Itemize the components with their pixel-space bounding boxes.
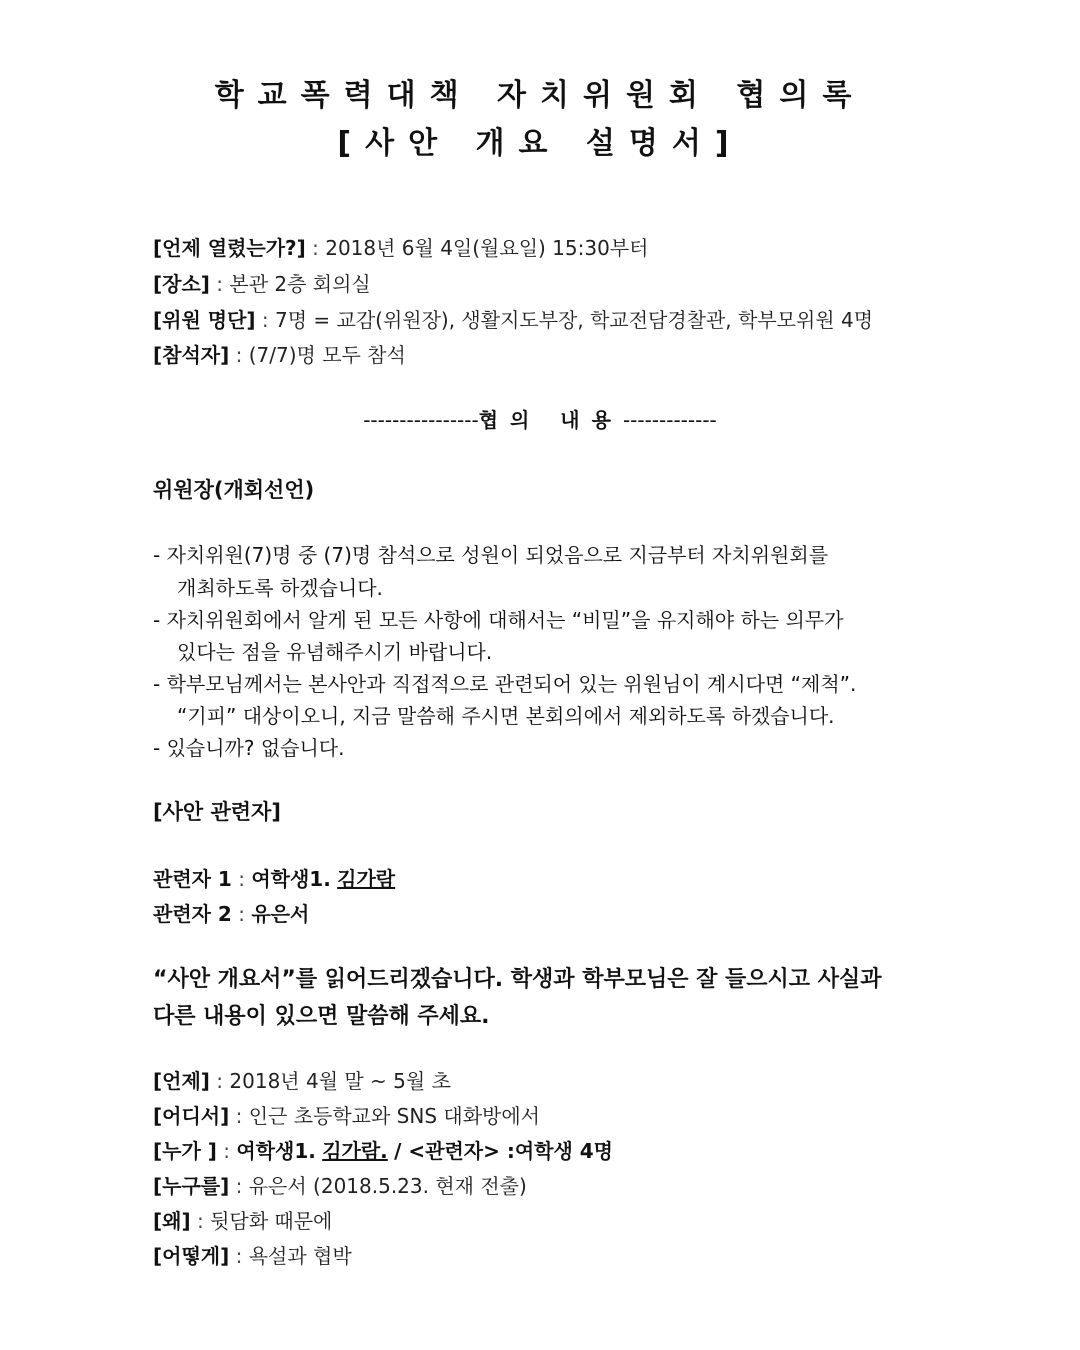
incident-how-label: [어떻게]: [153, 1244, 230, 1268]
chair-heading: 위원장(개회선언): [153, 478, 315, 502]
incident-where-value: 인근 초등학교와 SNS 대화방에서: [248, 1104, 540, 1128]
document-subtitle: [사안 개요 설명서]: [337, 126, 743, 161]
meeting-attendees-label: [참석자]: [153, 343, 230, 367]
separator: :: [235, 1104, 243, 1128]
meeting-when-value: 2018년 6월 4일(월요일) 15:30부터: [325, 236, 649, 260]
meeting-place-value: 본관 2층 회의실: [229, 272, 371, 296]
separator: :: [235, 1174, 243, 1198]
incident-where-row: [153, 1100, 540, 1129]
incident-who-row: [153, 1135, 613, 1164]
incident-how-value: 욕설과 협박: [248, 1244, 352, 1268]
incident-whom-label: [누구를]: [153, 1174, 230, 1198]
chair-line: - 있습니까? 없습니다.: [153, 736, 345, 760]
incident-why-row: [153, 1205, 332, 1234]
meeting-when-label: [언제 열렸는가?]: [153, 236, 306, 260]
incident-who-label: [누가 ]: [153, 1139, 217, 1163]
announcement-line-2: 다른 내용이 있으면 말씀해 주세요.: [153, 1004, 490, 1029]
meeting-place-row: [153, 268, 371, 297]
separator: :: [312, 236, 319, 260]
separator: :: [216, 1069, 224, 1093]
incident-who-name: 김가람.: [322, 1139, 388, 1163]
parties-heading: [사안 관련자]: [153, 800, 281, 824]
separator: :: [216, 272, 224, 296]
party-2-row: [153, 898, 309, 927]
separator: :: [223, 1139, 230, 1163]
separator: :: [196, 1209, 204, 1233]
chair-line: - 자치위원(7)명 중 (7)명 참석으로 성원이 되었음으로 지금부터 자치위원회를: [153, 543, 829, 567]
section-divider: [0, 404, 1080, 433]
document-title: 학교폭력대책 자치위원회 협의록: [214, 78, 866, 113]
separator: :: [238, 867, 245, 891]
incident-why-label: [왜]: [153, 1209, 191, 1233]
incident-who-prefix: 여학생1.: [236, 1139, 316, 1163]
meeting-attendees-row: [153, 339, 406, 368]
meeting-place-label: [장소]: [153, 272, 210, 296]
incident-when-row: [153, 1065, 451, 1094]
meeting-members-row: [153, 304, 873, 333]
incident-where-label: [어디서]: [153, 1104, 230, 1128]
separator: :: [238, 902, 245, 926]
divider-dashes-left: ----------------: [363, 408, 479, 432]
party-2-name: 유은서: [251, 902, 310, 926]
chair-line: “기피” 대상이오니, 지금 말씀해 주시면 본회의에서 제외하도록 하겠습니다.: [177, 704, 835, 728]
chair-line: 있다는 점을 유념해주시기 바랍니다.: [177, 640, 493, 664]
meeting-attendees-value: (7/7)명 모두 참석: [248, 343, 406, 367]
divider-heading: 협의 내용: [478, 408, 623, 432]
incident-when-value: 2018년 4월 말 ~ 5월 초: [229, 1069, 451, 1093]
separator: :: [235, 1244, 243, 1268]
divider-dashes-right: -------------: [622, 408, 717, 432]
incident-why-value: 뒷담화 때문에: [210, 1209, 333, 1233]
meeting-members-label: [위원 명단]: [153, 308, 256, 332]
party-1-name: 김가람: [337, 867, 396, 891]
party-1-row: [153, 863, 395, 892]
party-2-label: 관련자 2: [153, 902, 232, 926]
meeting-when-row: [153, 232, 648, 261]
incident-whom-row: [153, 1170, 527, 1199]
chair-line: - 학부모님께서는 본사안과 직접적으로 관련되어 있는 위원님이 계시다면 “제척”.: [153, 672, 857, 696]
incident-when-label: [언제]: [153, 1069, 210, 1093]
meeting-members-value: 7명 = 교감(위원장), 생활지도부장, 학교전담경찰관, 학부모위원 4명: [275, 308, 874, 332]
chair-line: - 자치위원회에서 알게 된 모든 사항에 대해서는 “비밀”을 유지해야 하는 의무가: [153, 608, 844, 632]
incident-who-suffix: / <관련자> :여학생 4명: [394, 1139, 613, 1163]
announcement-line-1: “사안 개요서”를 읽어드리겠습니다. 학생과 학부모님은 잘 들으시고 사실과: [153, 967, 882, 992]
incident-whom-value: 유은서 (2018.5.23. 현재 전출): [248, 1174, 527, 1198]
separator: :: [261, 308, 269, 332]
party-1-prefix: 여학생1.: [251, 867, 331, 891]
party-1-label: 관련자 1: [153, 867, 232, 891]
chair-line: 개최하도록 하겠습니다.: [177, 576, 383, 600]
separator: :: [235, 343, 243, 367]
incident-how-row: [153, 1240, 352, 1269]
